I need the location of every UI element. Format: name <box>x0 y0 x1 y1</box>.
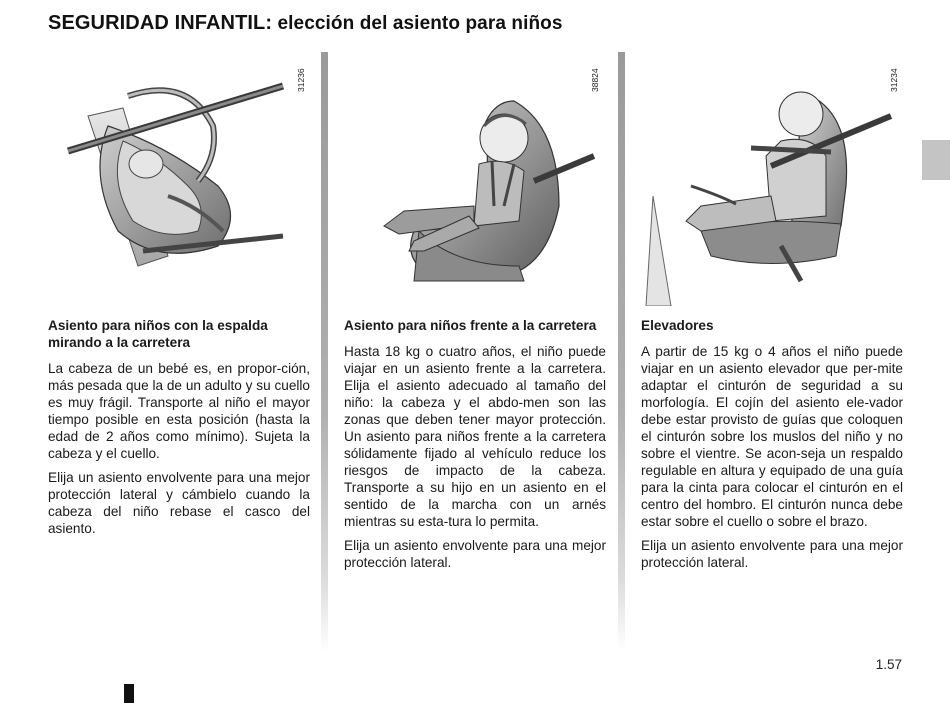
section-heading: Elevadores <box>641 318 714 333</box>
booster-seat-illustration <box>641 56 903 306</box>
column-rear-facing <box>48 317 310 544</box>
paragraph: Elija un asiento envolvente para una mejor protección lateral. <box>344 538 606 570</box>
column-forward-facing <box>344 317 606 578</box>
print-corner-mark <box>124 684 134 703</box>
section-heading: Asiento para niños con la espalda mirando a la carretera <box>48 318 268 350</box>
page-title <box>48 12 563 35</box>
figure-code: 38824 <box>590 68 600 92</box>
figure-rear-facing-seat <box>48 56 310 306</box>
column-divider-1 <box>321 52 328 652</box>
title-lead: SEGURIDAD INFANTIL: <box>48 12 273 34</box>
paragraph: Elija un asiento envolvente para una mejor protección lateral. <box>641 538 903 570</box>
column-divider-2 <box>618 52 625 652</box>
paragraph: Elija un asiento envolvente para una mejor protección lateral y cámbielo cuando la cabeza del niño rebase el casco del asiento. <box>48 470 310 536</box>
figure-code: 31234 <box>889 68 899 92</box>
section-heading: Asiento para niños frente a la carretera <box>344 318 597 333</box>
section-tab-marker <box>922 140 950 180</box>
figure-code: 31236 <box>296 68 306 92</box>
figure-forward-facing-seat <box>344 56 606 306</box>
paragraph: Hasta 18 kg o cuatro años, el niño puede viajar en un asiento frente a la carretera. Elija el asiento adecuado al tamaño del niño: la cabeza y el abdo-men son las zonas que deben tener mayor protección. Un asiento para niños frente a la carretera sólidamente fijado al vehículo reduce los riesgos de impacto de la cabeza. Transporte a su hijo en un asiento en el sentido de la marcha con un arnés mientras su esta-tura lo permita. <box>344 344 606 529</box>
figure-booster-seat <box>641 56 903 306</box>
column-boosters <box>641 317 903 578</box>
paragraph: A partir de 15 kg o 4 años el niño puede viajar en un asiento elevador que per-mite adaptar el cinturón de seguridad a su morfología. El cojín del asiento ele-vador debe estar provisto de guías que coloquen el cinturón sobre los muslos del niño y no sobre el vientre. Se acon-seja un respaldo regulable en altura y equipado de una guía para la cinta para colocar el cinturón en el centro del hombro. El cinturón nunca debe estar sobre el cuello o sobre el brazo. <box>641 344 903 529</box>
rear-facing-seat-illustration <box>48 56 310 306</box>
paragraph: La cabeza de un bebé es, en propor-ción, más pesada que la de un adulto y su cuello es muy frágil. Transporte al niño el mayor tiempo posible en esta posición (hasta la edad de 2 años como mínimo). Sujeta la cabeza y el cuello. <box>48 361 310 461</box>
forward-facing-seat-illustration <box>344 56 606 306</box>
page-number: 1.57 <box>875 657 902 672</box>
title-rest: elección del asiento para niños <box>272 13 563 34</box>
